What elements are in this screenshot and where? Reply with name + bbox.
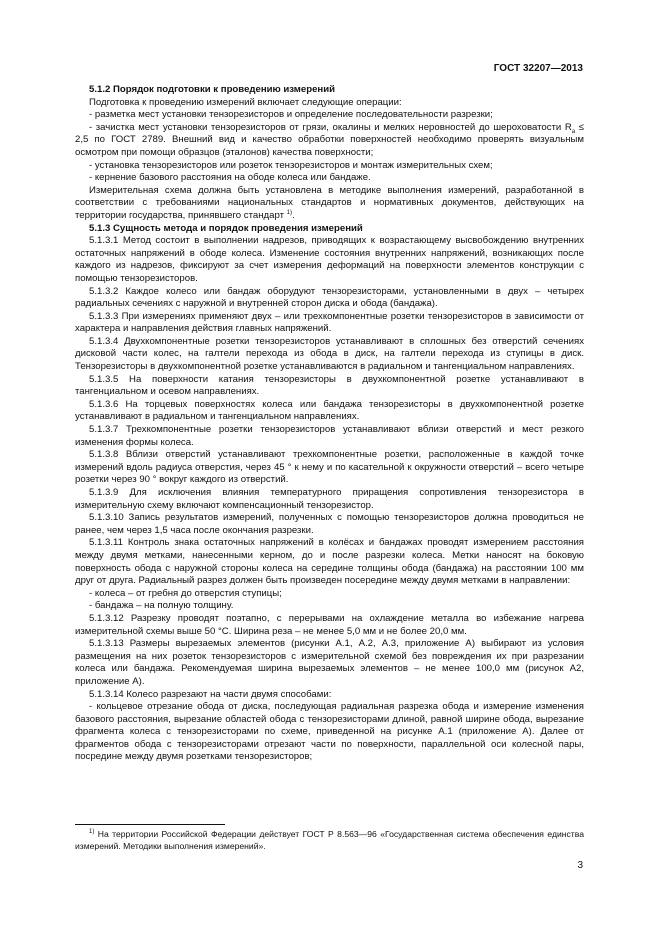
- list-item: - разметка мест установки тензорезисторов и определение последовательности разрезки;: [89, 109, 493, 121]
- paragraph: 5.1.3.13 Размеры вырезаемых элементов (рисунки А.1, А.2, А.3, приложение А) выбирают из условия размещения на них розеток тензорезисторов с измерительной схемой без повреждения их при разрезании колеса или бандажа. Рекомендуемая ширина вырезаемых элементов – не менее 100,0 мм (рисунок А2, приложение А).: [75, 638, 584, 687]
- footnote-ref: 1): [286, 209, 292, 216]
- roughness-symbol: R: [564, 121, 572, 133]
- section-heading-5-1-3: 5.1.3 Сущность метода и порядок проведения измерений: [89, 222, 363, 234]
- paragraph-end: .: [292, 209, 295, 221]
- doc-code-header: ГОСТ 32207—2013: [493, 63, 583, 74]
- paragraph: 5.1.3.7 Трехкомпонентные розетки тензорезисторов устанавливают вблизи отверстий и мест резкого изменения формы колеса.: [75, 424, 584, 448]
- paragraph: 5.1.3.10 Запись результатов измерений, полученных с помощью тензорезисторов должна проводиться не ранее, чем через 1,5 часа после окончания разрезки.: [75, 512, 584, 536]
- list-item: - установка тензорезисторов или розеток тензорезисторов и монтаж измерительных схем;: [89, 159, 493, 171]
- paragraph: 5.1.3.11 Контроль знака остаточных напряжений в колёсах и бандажах проводят измерением расстояния между двумя метками, нанесенными керном, до и после разрезки колеса. Метки наносят на боковую поверхность обода с наружной стороны колеса на середине толщины обода (бандажа) на расстоянии 100 мм друг от друга. Радиальный разрез должен быть произведен посередине между двумя метками в направлении:: [75, 537, 584, 587]
- page-number: 3: [577, 860, 583, 871]
- section-heading-5-1-2: 5.1.2 Порядок подготовки к проведению измерений: [89, 84, 336, 95]
- paragraph: [75, 185, 584, 223]
- paragraph: 5.1.3.2 Каждое колесо или бандаж оборудуют тензорезисторами, установленными в двух – четырех радиальных сечениях с наружной и внутренней сторон диска и обода (бандажа).: [75, 285, 584, 310]
- list-item: [75, 122, 584, 160]
- list-item-text-tail: ≤ 2,5 по ГОСТ 2789. Внешний вид и качество обработки поверхностей необходимо проверять визуальным осмотром при помощи образцов (эталонов) качества поверхности;: [75, 121, 584, 158]
- list-item: - бандажа – на полную толщину.: [89, 600, 234, 612]
- paragraph: 5.1.3.12 Разрезку проводят поэтапно, с перерывами на охлаждение металла во избежание нагрева измерительной схемы выше 50 °С. Ширина реза – не менее 5,0 мм и не более 20,0 мм.: [75, 612, 584, 637]
- paragraph-text: Измерительная схема должна быть установлена в методике выполнения измерений, разработанной в соответствии с требованиями национальных стандартов и нормативных документов, действующих на территории государства, принявшего стандарт: [75, 184, 584, 221]
- footnote: [75, 828, 584, 852]
- footnote-divider: [75, 824, 225, 825]
- list-item-text: - зачистка мест установки тензорезисторов от грязи, окалины и мелких неровностей до шероховатости: [89, 121, 562, 133]
- paragraph: 5.1.3.6 На торцевых поверхностях колеса или бандажа тензорезисторы в двухкомпонентной розетке устанавливают в радиальном и тангенциальном направлениях.: [75, 398, 584, 423]
- roughness-subscript: a: [571, 128, 576, 135]
- document-body: [75, 84, 584, 764]
- paragraph: Подготовка к проведению измерений включает следующие операции:: [89, 96, 402, 108]
- paragraph: 5.1.3.4 Двухкомпонентные розетки тензорезисторов устанавливают в сплошных без отверстий сечениях дисковой части колес, на галтели перехода из обода в диск, на галтели перехода из ступицы в диск. Тензорезисторы в двухкомпонентной розетке устанавливаются в радиальном и тангенциальном направлениях.: [75, 335, 584, 373]
- list-item: - кольцевое отрезание обода от диска, последующая радиальная разрезка обода и измерение изменения базового расстояния, вырезание областей обода с тензорезисторами длиной, равной ширине обода, вырезание фрагмента колеса с тензорезисторами по схеме, приведенной на рисунке А.1 (приложение А). Далее от фрагментов обода с тензорезисторами отрезают части по поверхности, параллельной оси колесной пары, посредине между двумя розетками тензорезисторов;: [75, 701, 584, 763]
- list-item: - кернение базового расстояния на ободе колеса или бандаже.: [89, 172, 371, 184]
- paragraph: 5.1.3.8 Вблизи отверстий устанавливают трехкомпонентные розетки, расположенные в каждой точке измерений вдоль радиуса отверстия, через 45 ° к нему и по касательной к окружности отверстий – всего четыре розетки через 90 ° вокруг каждого из отверстий.: [75, 449, 584, 486]
- footnote-text: На территории Российской Федерации действует ГОСТ Р 8.563—96 «Государственная система обеспечения единства измерений. Методики выполнения измерений».: [75, 829, 584, 851]
- paragraph: 5.1.3.9 Для исключения влияния температурного приращения сопротивления тензорезистора в измерительную схему включают компенсационный тензорезистор.: [75, 487, 584, 511]
- footnote-mark: 1): [89, 829, 95, 836]
- paragraph: 5.1.3.5 На поверхности катания тензорезисторы в двухкомпонентной розетке устанавливают в тангенциальном и осевом направлениях.: [75, 373, 584, 398]
- paragraph: 5.1.3.3 При измерениях применяют двух – или трехкомпонентные розетки тензорезисторов в зависимости от характера и направления действия главных напряжений.: [75, 310, 584, 335]
- list-item: - колеса – от гребня до отверстия ступицы;: [89, 587, 282, 599]
- paragraph: 5.1.3.1 Метод состоит в выполнении надрезов, приводящих к возрастающему высвобождению внутренних остаточных напряжений в ободе колеса. Изменение состояния внутренних напряжений, возникающих после каждого из надрезов, фиксируют за счет измерения деформаций на поверхности элементов конструкции с помощью тензорезисторов.: [75, 235, 584, 284]
- paragraph: 5.1.3.14 Колесо разрезают на части двумя способами:: [89, 688, 332, 700]
